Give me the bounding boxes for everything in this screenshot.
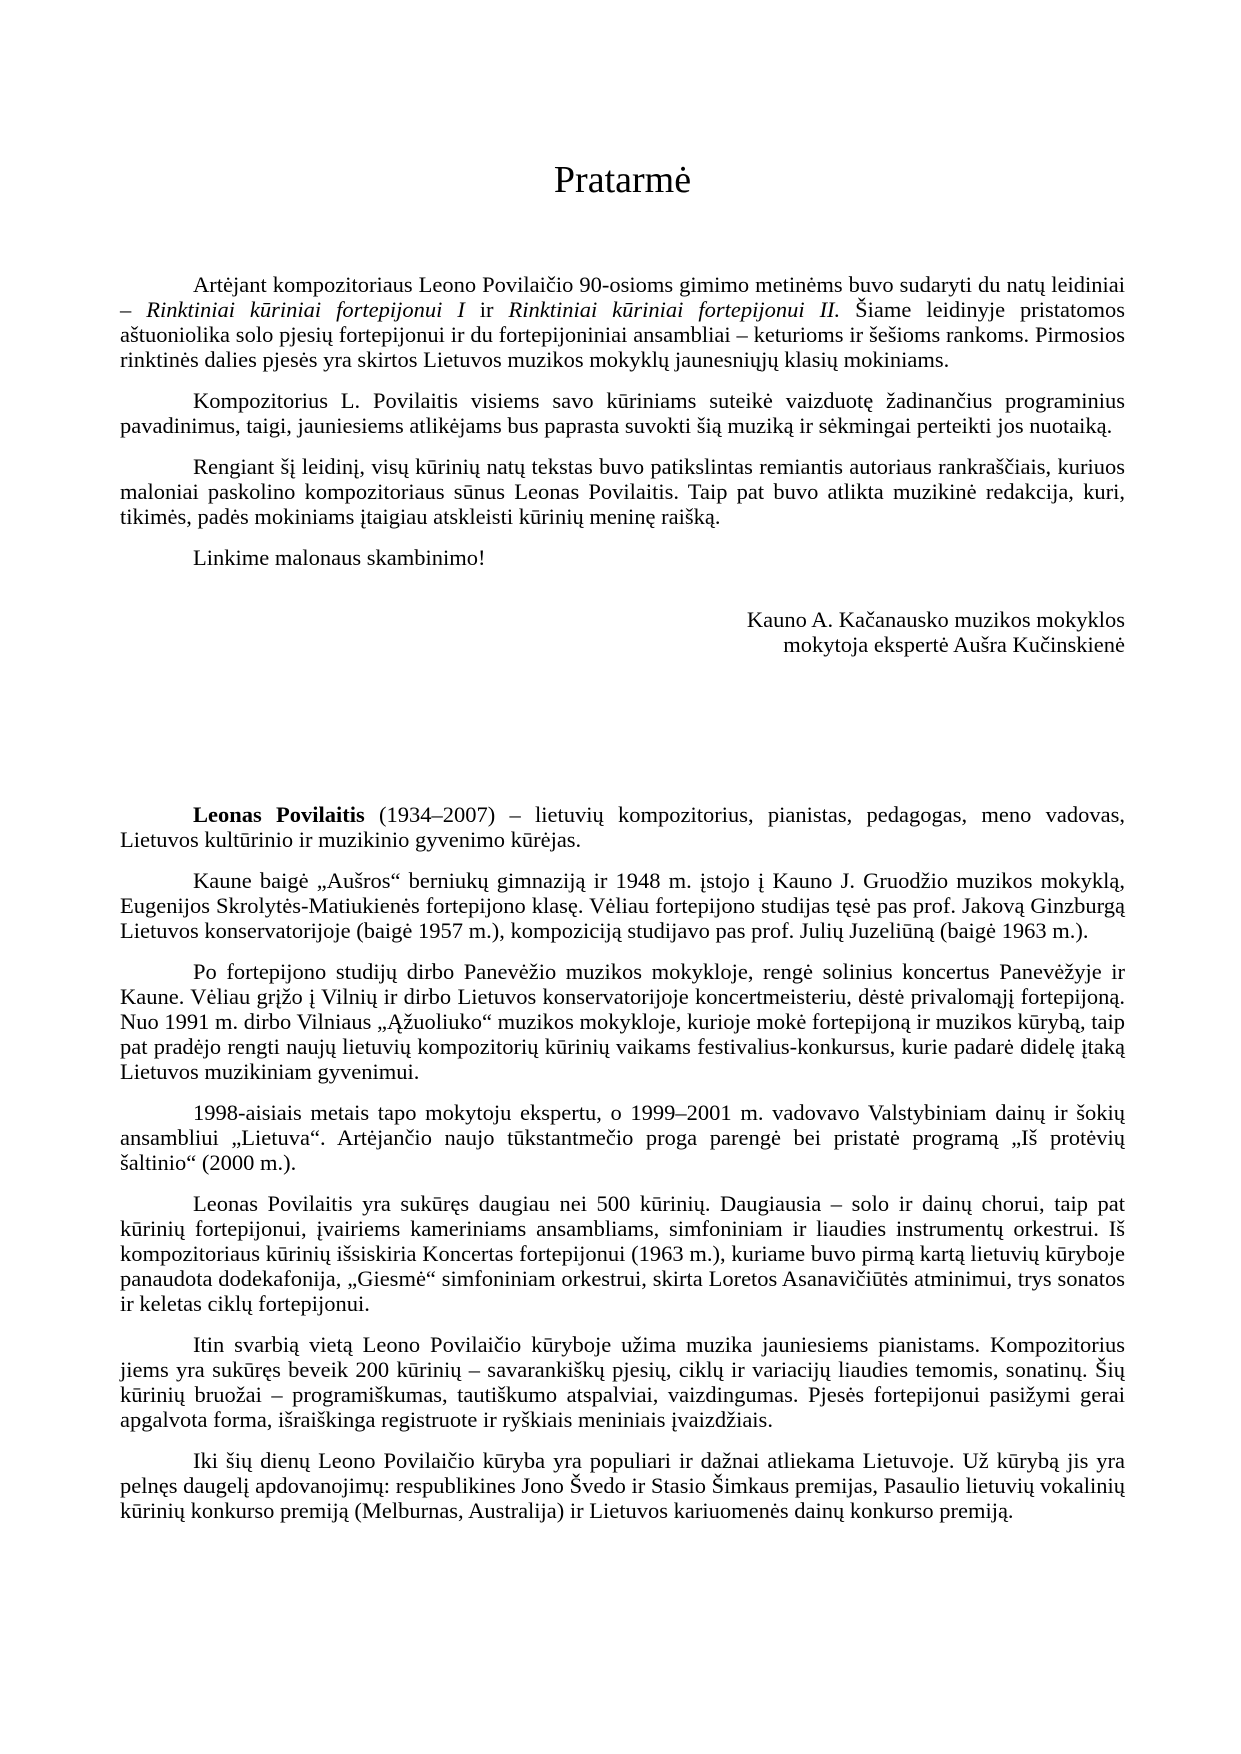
preface-p1-text-a: Artėjant kompozitoriaus Leono Povilaičio 90-osioms gimimo metinėms buvo sudaryti du natų leidiniai –: [120, 272, 1125, 322]
preface-p1-text-e: Šiame leidinyje pristatomos aštuoniolika solo pjesių fortepijonui ir du fortepijoniniai ansambliai – keturioms ir šešioms rankoms. Pirmosios rinktinės dalies pjesės yra skirtos Lietuvos muzikos mokyklų jaunesniųjų klasių mokiniams.: [120, 297, 1126, 372]
preface-paragraph-2: Kompozitorius L. Povilaitis visiems savo kūriniams suteikė vaizduotę žadinančius programinius pavadinimus, taigi, jauniesiems atlikėjams bus paprasta suvokti šią muziką ir sėkmingai perteikti jos nuotaiką.: [120, 388, 1125, 438]
bio-p1-rest: (1934–2007) – lietuvių kompozitorius, pianistas, pedagogas, meno vadovas, Lietuvos kultūrinio ir muzikinio gyvenimo kūrėjas.: [120, 802, 1126, 852]
bio-paragraph-1: [120, 802, 1125, 852]
signature-block: [120, 607, 1125, 657]
page-title: Pratarmė: [553, 159, 692, 201]
book-title-2: Rinktiniai kūriniai fortepijonui II.: [508, 297, 841, 322]
bio-paragraph-3: Po fortepijono studijų dirbo Panevėžio muzikos mokykloje, rengė solinius koncertus Panevėžyje ir Kaune. Vėliau grįžo į Vilnių ir dirbo Lietuvos konservatorijoje koncertmeisteriu, dėstė privalomąjį fortepijoną. Nuo 1991 m. dirbo Vilniaus „Ąžuoliuko“ muzikos mokykloje, kurioje mokė fortepijoną ir muzikos kūrybą, taip pat pradėjo rengti naujų lietuvių kompozitorių kūrinių vaikams festivalius-konkursus, kurie padarė didelę įtaką Lietuvos muzikiniam gyvenimui.: [120, 959, 1125, 1084]
preface-p1-text-c: ir: [464, 297, 509, 322]
bio-paragraph-2: Kaune baigė „Aušros“ berniukų gimnaziją ir 1948 m. įstojo į Kauno J. Gruodžio muzikos mokyklą, Eugenijos Skrolytės-Matiukienės fortepijono klasę. Vėliau fortepijono studijas tęsė pas prof. Jakovą Ginzburgą Lietuvos konservatorijoje (baigė 1957 m.), kompoziciją studijavo pas prof. Julių Juzeliūną (baigė 1963 m.).: [120, 868, 1125, 943]
preface-paragraph-4: Linkime malonaus skambinimo!: [193, 545, 486, 570]
book-title-1: Rinktiniai kūriniai fortepijonui I: [146, 297, 465, 322]
biography-section: [120, 802, 1125, 1539]
preface-paragraph-1: [120, 272, 1125, 372]
bio-paragraph-6: Itin svarbią vietą Leono Povilaičio kūryboje užima muzika jauniesiems pianistams. Kompozitorius jiems yra sukūręs beveik 200 kūrinių – savarankiškų pjesių, ciklų ir variacijų liaudies temomis, sonatinų. Šių kūrinių bruožai – programiškumas, tautiškumo atspalviai, vaizdingumas. Pjesės fortepijonui pasižymi gerai apgalvota forma, išraiškinga registruote ir ryškiais meniniais įvaizdžiais.: [120, 1332, 1125, 1432]
bio-paragraph-4: 1998-aisiais metais tapo mokytoju ekspertu, o 1999–2001 m. vadovavo Valstybiniam dainų ir šokių ansambliui „Lietuva“. Artėjančio naujo tūkstantmečio proga parengė bei pristatė programą „Iš protėvių šaltinio“ (2000 m.).: [120, 1100, 1125, 1175]
signature-line-1: Kauno A. Kačanausko muzikos mokyklos: [746, 607, 1125, 632]
composer-name: Leonas Povilaitis: [193, 802, 365, 827]
bio-paragraph-5: Leonas Povilaitis yra sukūręs daugiau nei 500 kūrinių. Daugiausia – solo ir dainų chorui, taip pat kūrinių fortepijonui, įvairiems kameriniams ansambliams, simfoniniam ir liaudies instrumentų orkestrui. Iš kompozitoriaus kūrinių išsiskiria Koncertas fortepijonui (1963 m.), kuriame buvo pirmą kartą lietuvių kūryboje panaudota dodekafonija, „Giesmė“ simfoniniam orkestrui, skirta Loretos Asanavičiūtės atminimui, trys sonatos ir keletas ciklų fortepijonui.: [120, 1191, 1125, 1316]
preface-section: [120, 272, 1125, 657]
signature-line-2: mokytoja ekspertė Aušra Kučinskienė: [783, 632, 1125, 657]
bio-paragraph-7: Iki šių dienų Leono Povilaičio kūryba yra populiari ir dažnai atliekama Lietuvoje. Už kūrybą jis yra pelnęs daugelį apdovanojimų: respublikines Jono Švedo ir Stasio Šimkaus premijas, Pasaulio lietuvių vokalinių kūrinių konkurso premiją (Melburnas, Australija) ir Lietuvos kariuomenės dainų konkurso premiją.: [120, 1448, 1125, 1523]
preface-paragraph-3: Rengiant šį leidinį, visų kūrinių natų tekstas buvo patikslintas remiantis autoriaus rankraščiais, kuriuos maloniai paskolino kompozitoriaus sūnus Leonas Povilaitis. Taip pat buvo atlikta muzikinė redakcija, kuri, tikimės, padės mokiniams įtaigiau atskleisti kūrinių meninę raišką.: [120, 454, 1125, 529]
